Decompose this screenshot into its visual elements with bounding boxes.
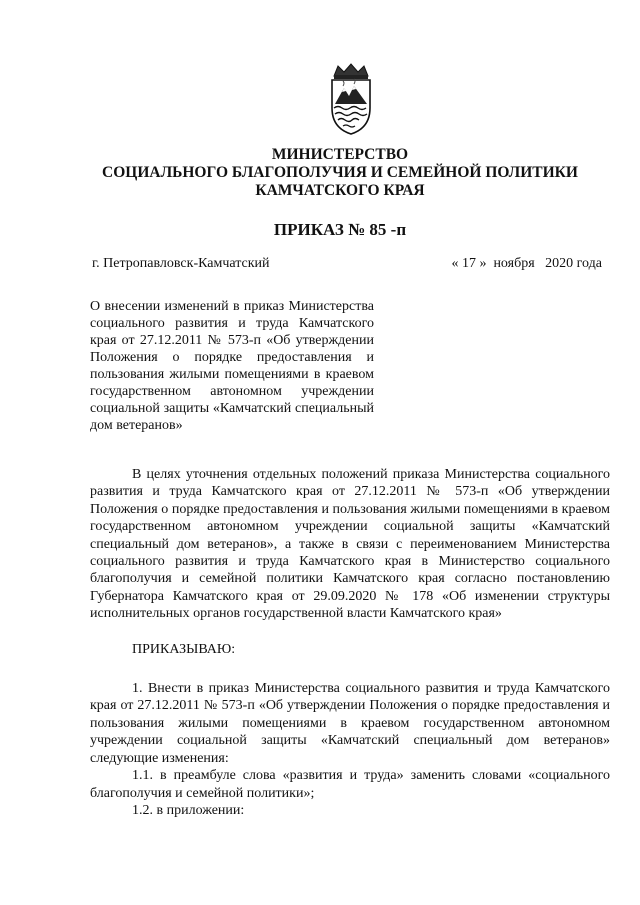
order-body: [90, 466, 610, 819]
place-of-issue: г. Петропавловск-Камчатский: [92, 256, 270, 271]
item-1-2: 1.2. в приложении:: [132, 802, 245, 818]
ministry-line-2: СОЦИАЛЬНОГО БЛАГОПОЛУЧИЯ И СЕМЕЙНОЙ ПОЛИТИКИ: [102, 164, 578, 181]
item-1: 1. Внести в приказ Министерства социального развития и труда Камчатского края от 27.12.2011 № 573-п «Об утверждении Положения о порядке предоставления и пользования жилыми помещениями в краевом государственном автономном учреждении социальной защиты «Камчатский специальный дом ветеранов» следующие изменения:: [90, 681, 610, 766]
item-1-1: 1.1. в преамбуле слова «развития и труда» заменить словами «социального благополучия и семейной политики»;: [90, 768, 610, 801]
kamchatka-coat-of-arms-icon: [326, 62, 376, 136]
order-subject: О внесении изменений в приказ Министерства социального развития и труда Камчатского края от 27.12.2011 № 573-п «Об утверждении Положения о порядке предоставления и пользования жилыми помещениями в краевом государственном автономном учреждении социальной защиты «Камчатский специальный дом ветеранов»: [90, 299, 374, 433]
order-word: ПРИКАЗЫВАЮ:: [132, 641, 236, 657]
ministry-heading: [60, 146, 620, 200]
order-title: ПРИКАЗ № 85 -п: [273, 220, 407, 239]
preamble-paragraph: В целях уточнения отдельных положений приказа Министерства социального развития и труда Камчатского края от 27.12.2011 № 573-п «Об утверждении Положения о порядке предоставления и пользования жилыми помещениями в краевом государственном автономном учреждении социальной защиты «Камчатский специальный дом ветеранов», а также в связи с переименованием Министерства социального развития и труда Камчатского края в Министерство социального благополучия и семейной политики Камчатского края согласно постановлению Губернатора Камчатского края от 29.09.2020 № 178 «Об изменении структуры исполнительных органов государственной власти Камчатского края»: [90, 467, 610, 622]
ministry-line-3: КАМЧАТСКОГО КРАЯ: [255, 182, 425, 199]
order-date: « 17 » ноября 2020 года: [451, 256, 602, 271]
ministry-line-1: МИНИСТЕРСТВО: [271, 146, 409, 163]
